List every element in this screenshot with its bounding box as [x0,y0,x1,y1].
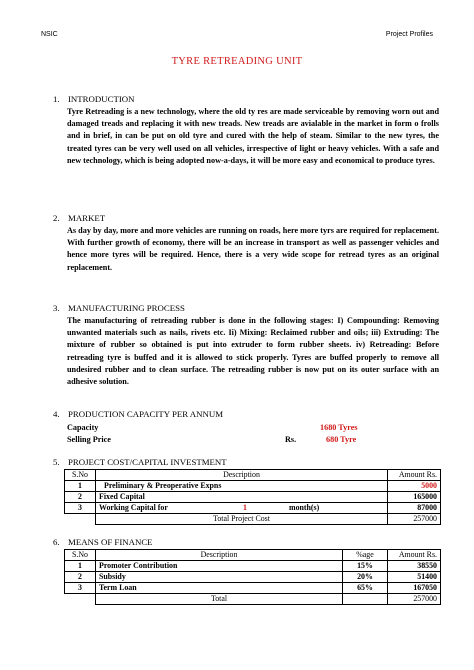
row-pct: 65% [343,583,388,594]
row-desc: Preliminary & Preoperative Expns [96,481,388,492]
capacity-label: Capacity [67,423,99,432]
row-sno: 2 [65,492,96,503]
header-left: NSIC [41,31,58,38]
col-desc-header: Description [96,470,388,481]
section-process-heading [53,303,185,313]
total-label: Total [96,594,343,605]
section-number: 3. [53,303,60,313]
section-title: MEANS OF FINANCE [68,537,153,547]
capacity-value: 1680 Tyres [320,423,358,432]
blank-cell [65,514,96,525]
section-market-heading [53,213,105,223]
section-number: 5. [53,457,60,467]
row-months: 1 [240,503,286,514]
total-label: Total Project Cost [96,514,388,525]
selling-price-label: Selling Price [67,435,111,444]
market-paragraph: As day by day, more and more vehicles are running on roads, here more tyrs are required for replacement. With further growth of economy, there will be an increase in transport as well as passenger vehicles and hence more tyres will be required. Hence, there is a very wide scope for retread tyres as an original replacement. [67,226,439,272]
section-number: 2. [53,213,60,223]
section-capacity-heading [53,409,223,419]
total-amount: 257000 [388,594,441,605]
section-number: 4. [53,409,60,419]
header-right: Project Profiles [385,31,433,38]
table-row [65,561,441,572]
section-number: 6. [53,537,60,547]
process-paragraph: The manufacturing of retreading rubber is done in the following stages: I) Compounding: Removing unwanted materials such as nails, rivets etc. Ii) Mixing: Reclaimed rubber and oils; iii) Extruding: The mixture of rubber so obtained is put into extruder to form rubber sheets. iv) Retreading: Before retreading tyre is buffed and it is allowed to stick properly. Tyres are buffed properly to remove all undesired rubber and to clean surface. The retreading rubber is now put on its outer surface with an adhesive solution. [67,316,439,387]
selling-price-unit: Rs. [285,435,297,444]
blank-cell [343,594,388,605]
table-total-row [65,594,441,605]
section-title: MANUFACTURING PROCESS [68,303,185,313]
table-row [65,481,441,492]
row-desc: Subsidy [96,572,343,583]
row-desc: Term Loan [96,583,343,594]
col-sno-header: S.No [65,470,96,481]
document-title: TYRE RETREADING UNIT [171,56,303,67]
intro-paragraph: Tyre Retreading is a new technology, where the old ty res are made serviceable by removing worn out and damaged treads and replacing it with new treads. New treads are avialable in the market in form o frolls and in brief, in can be put on old tyre and cured with the help of steam. Similar to the new tyres, the treated tyres can be very well used on all vehicles, irrespective of light or heavy vehicles. With a safe and new technology, which is being adopted now-a-days, it will be more easy and economical to produce tyres. [67,107,439,165]
section-number: 1. [53,94,60,104]
section-intro-heading [53,94,134,104]
col-sno-header: S.No [65,550,96,561]
row-amount: 165000 [388,492,441,503]
table-total-row [65,514,441,525]
table-row [65,503,441,514]
col-pct-header: %age [343,550,388,561]
table-row [65,583,441,594]
row-desc: Fixed Capital [96,492,388,503]
col-amount-header: Amount Rs. [388,470,441,481]
row-sno: 3 [65,503,96,514]
row-amount: 167050 [388,583,441,594]
row-amount: 38550 [388,561,441,572]
means-of-finance-table [64,549,441,605]
section-title: PRODUCTION CAPACITY PER ANNUM [68,409,224,419]
blank-cell [65,594,96,605]
row-desc: Working Capital for [96,503,241,514]
col-desc-header: Description [96,550,343,561]
row-sno: 1 [65,561,96,572]
row-pct: 20% [343,572,388,583]
row-months-label: month(s) [286,503,388,514]
total-amount: 257000 [388,514,441,525]
col-amount-header: Amount Rs. [388,550,441,561]
section-title: MARKET [68,213,106,223]
table-header-row [65,550,441,561]
row-sno: 3 [65,583,96,594]
row-sno: 1 [65,481,96,492]
row-desc: Promoter Contribution [96,561,343,572]
row-pct: 15% [343,561,388,572]
row-amount: 87000 [388,503,441,514]
section-cost-heading [53,457,227,467]
section-title: INTRODUCTION [68,94,135,104]
table-header-row [65,470,441,481]
row-amount: 51400 [388,572,441,583]
project-cost-table [64,469,441,525]
section-finance-heading [53,537,153,547]
table-row [65,492,441,503]
selling-price-value: 680 Tyre [326,435,357,444]
table-row [65,572,441,583]
row-sno: 2 [65,572,96,583]
row-amount: 5000 [388,481,441,492]
section-title: PROJECT COST/CAPITAL INVESTMENT [68,457,227,467]
